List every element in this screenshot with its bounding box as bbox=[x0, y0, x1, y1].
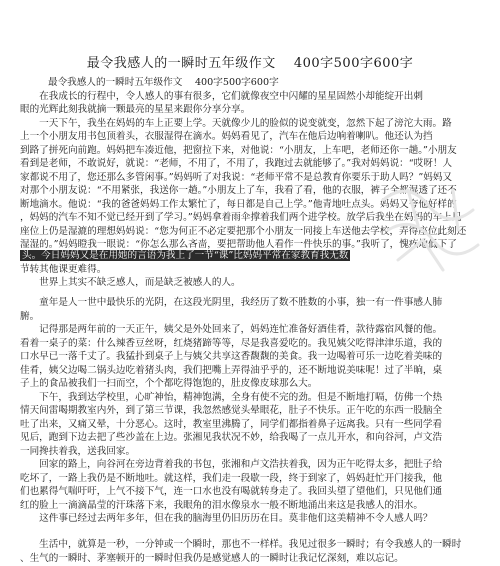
paragraph-line: 下午，我到达学校里，心旷神怡，精神饱满，全身有使不完的劲。但是不断地打嗝，仿佛一个热 bbox=[20, 391, 443, 403]
paragraph-line: 在我成长的行程中，令人感人的事有很多，它们就像夜空中闪耀的星星固然小却能绽开出刺 bbox=[20, 90, 423, 102]
document-subtitle: 最令我感人的一瞬时五年级作文 400字500字600字 bbox=[48, 77, 279, 88]
paragraph-line: 家都说不用了，您还那么多管闲事。”妈妈听了对我说：“老师平常不是总教育你要乐于助人吗？”妈妈又 bbox=[20, 171, 453, 183]
paragraph-line: 回家的路上，向谷河在旁边背着我的书包，张湘和卢文浩扶着我，因为正午吃得太多，把肚子给 bbox=[20, 459, 443, 470]
paragraph-line: 到路了拼死向前跑。妈妈把车凑近他，把窗拉下来，对他说：“小朋友，上车吧，老师还你一趟。”小朋友 bbox=[20, 144, 457, 156]
paragraph-line: 生活中，就算是一秒，一分钟或一个瞬时，那也不一样样。我见过很多一瞬时；有令我感人的一瞬时 bbox=[20, 539, 462, 550]
paragraph-line: 上一个小朋友用书包顶着头，衣服湿得在滴水。妈妈看见了，汽车在他后边响着喇叭。他还认为挡 bbox=[20, 131, 433, 142]
paragraph-line: 节转其他课更难得。 bbox=[20, 263, 107, 275]
paragraph-line: 对那个小朋友说：“不用紧张，我送你一趟。”小朋友上了车，我看了看，他的衣服，裤子全都湿透了还不 bbox=[20, 185, 457, 196]
paragraph-line: 情天间雷喝期教室内外，到了第三节课，我忽然感觉头晕眼花，肚子不快乐。正午吃的东西一股脑全 bbox=[20, 405, 443, 416]
paragraph-line: 一同搀扶着我，送我回家。 bbox=[20, 445, 136, 457]
paragraph-line: 一天下午，我坐在妈妈的车上正要上学。天就像少儿的脸似的说变就变，忽然下起了滂沱大雨。路 bbox=[20, 117, 452, 129]
paragraph-line: ，妈妈的汽车不知不觉已经开到了学习。”妈妈拿着雨伞撑着我们两个进学校。放学后我坐在妈妈的车上见 bbox=[20, 212, 462, 223]
paragraph-line: 童年是人一世中最快乐的光阴，在这段光阴里，我经历了数不胜数的小事，独一有一件事感人肺 bbox=[20, 297, 443, 308]
paragraph-line: 红的脸上一滴滴晶莹的汗珠落下来，我眼角的泪水像泉水一般不断地涌出来这是我感人的泪水。 bbox=[20, 499, 423, 511]
essay-part-3 bbox=[0, 296, 500, 526]
paragraph-line: 断地滴水。他说：“我的爸爸妈妈工作太繁忙了，每日都是自己上学。”他青地吐点头。妈妈又夸他好样的 bbox=[20, 198, 457, 210]
paragraph-line: 眼的光辉此刻我就摘一颗最亮的星星来跟你分享分享。 bbox=[20, 104, 251, 115]
paragraph-line: 子上的食品被我们一扫而空，个个都吃得饱饱的，肚皮像皮球那么大。 bbox=[20, 378, 318, 389]
paragraph-line: 见后，跑到下边去把了些沙盖在上边。张湘见我状况不妙，给我喝了一点儿开水，和向谷河，卢文浩 bbox=[20, 432, 443, 443]
paragraph-line: 湿湿的。”妈妈瞪我一眼说：“你怎么那么吝啬，要把帮助他人看作一件快乐的事。”我听了，愧疚地低下了 bbox=[20, 239, 457, 250]
paragraph-line: 吃坏了，一路上我仍是不断地吐。就这样，我们走一段歇一段，终于到家了，妈妈赶忙开门接我，他 bbox=[20, 472, 443, 484]
document-title: 最令我感人的一瞬时五年级作文 400字500字600字 bbox=[86, 56, 414, 71]
paragraph-line: 这件事已经过去两年多年，但在我的脑海里仍旧历历在目。莫非他们这美精神不令人感人吗？ bbox=[20, 513, 433, 524]
paragraph-line: 佳肴，姨父边喝二锅头边吃着猪头肉，我们把嘴上弄得油乎乎的，还不断地说美味呢！过了半晌，桌 bbox=[20, 364, 443, 376]
essay-part-4 bbox=[0, 538, 500, 565]
paragraph-line: 看着一桌子的菜：什么辣香豆丝呀，红烧猪蹄等等，尽是我喜爱吃的。我见姨父吃得津津乐道，我的 bbox=[20, 337, 443, 349]
paragraph-line: 们也累得气喘吁吁，上气不接下气，连一口水也没有喝就转身走了。我回头望了望他们，只见他们通 bbox=[20, 486, 443, 497]
watermark-image bbox=[368, 170, 488, 290]
paragraph-line: 腑。 bbox=[20, 310, 40, 322]
highlighted-text: 头。今日妈妈又是在用她的言语为我上了一节“课”比妈妈平常在家教育我无数 bbox=[22, 250, 349, 261]
paragraph-line: 座位上仍是湿漉的理想妈妈说：“您为何正不必定要把那个小朋友一同接上车送他去学校，弄得座位此刻还 bbox=[20, 225, 467, 237]
paragraph-line: 、生气的一瞬时、茅塞顿开的一瞬时但我仍是感觉感人的一瞬时让我记忆深刻，难以忘记。 bbox=[20, 552, 404, 564]
paragraph-line: 世界上其实不缺乏感人，而是缺乏被感人的人。 bbox=[20, 277, 241, 288]
paragraph-line: 记得那是两年前的一天正午，姨父是外处回来了，妈妈连忙准备好酒佳肴，款待露宿风餐的他。 bbox=[20, 324, 443, 335]
paragraph-line: 吐了出来，又痛又晕，十分恶心。这时，教室里沸腾了，同学们都指着鼻子远离我。只有一些同学看 bbox=[20, 418, 443, 430]
paragraph-line: 口水早已一落千丈了。我猛扑到桌子上与姨父共享这香馥馥的美食。我一边喝着可乐一边吃着美味的 bbox=[20, 351, 443, 362]
paragraph-line: 看到是老师，不敢说好，就说：“老师，不用了，不用了，我跑过去就能够了。”我对妈妈说：“哎呀！人 bbox=[20, 158, 453, 169]
